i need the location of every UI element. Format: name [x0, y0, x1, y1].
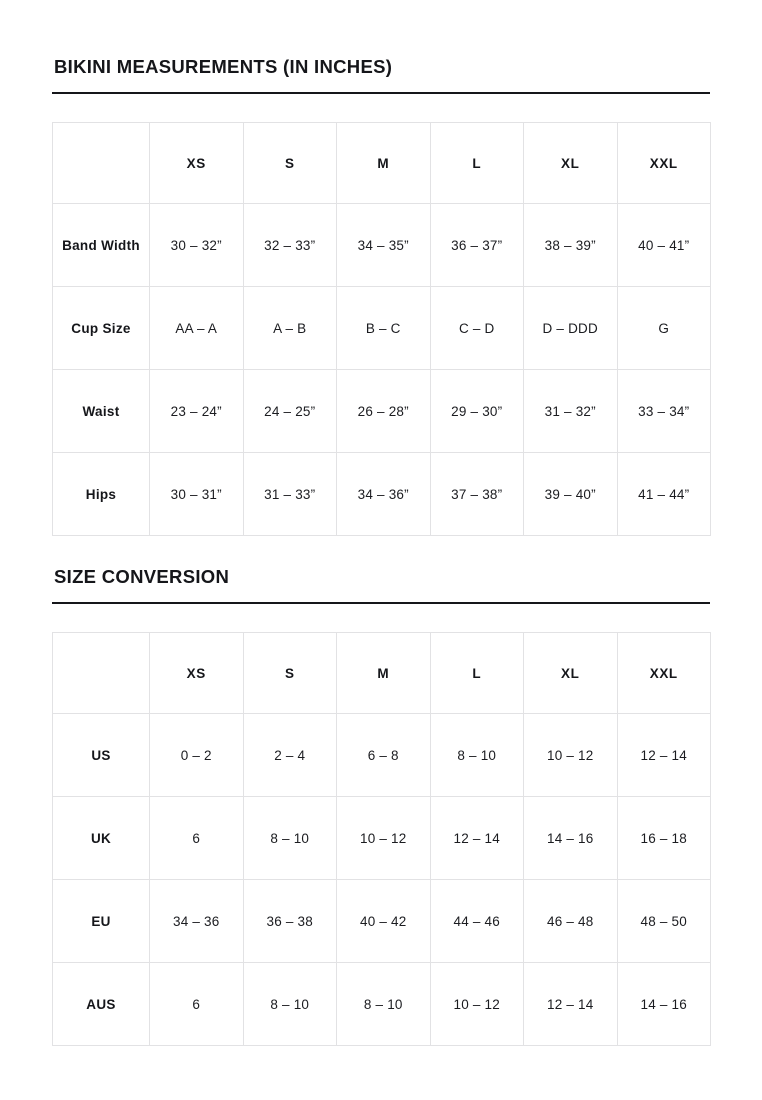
cell-us-m: 6 – 8 — [337, 714, 431, 797]
row-label-us: US — [53, 714, 150, 797]
column-header-s: S — [243, 633, 337, 714]
cell-waist-s: 24 – 25” — [243, 370, 337, 453]
cell-waist-xxl: 33 – 34” — [617, 370, 711, 453]
column-header-xs: XS — [150, 633, 244, 714]
cell-waist-xl: 31 – 32” — [524, 370, 618, 453]
cell-us-s: 2 – 4 — [243, 714, 337, 797]
cell-band-width-xs: 30 – 32” — [150, 204, 244, 287]
table-row — [53, 797, 711, 880]
column-header-xl: XL — [524, 633, 618, 714]
cell-hips-xs: 30 – 31” — [150, 453, 244, 536]
cell-hips-s: 31 – 33” — [243, 453, 337, 536]
table-body — [53, 714, 711, 1046]
cell-waist-xs: 23 – 24” — [150, 370, 244, 453]
title-divider-2 — [52, 602, 710, 604]
column-header-xxl: XXL — [617, 633, 711, 714]
table-row — [53, 204, 711, 287]
row-label-cup-size: Cup Size — [53, 287, 150, 370]
cell-hips-l: 37 – 38” — [430, 453, 524, 536]
cell-eu-xl: 46 – 48 — [524, 880, 618, 963]
table-row — [53, 370, 711, 453]
cell-aus-xs: 6 — [150, 963, 244, 1046]
cell-cup-size-xxl: G — [617, 287, 711, 370]
cell-cup-size-l: C – D — [430, 287, 524, 370]
cell-uk-xs: 6 — [150, 797, 244, 880]
cell-aus-l: 10 – 12 — [430, 963, 524, 1046]
column-header-l: L — [430, 123, 524, 204]
cell-aus-m: 8 – 10 — [337, 963, 431, 1046]
table-header-row — [53, 633, 711, 714]
column-header-l: L — [430, 633, 524, 714]
cell-cup-size-m: B – C — [337, 287, 431, 370]
cell-hips-xl: 39 – 40” — [524, 453, 618, 536]
table-row — [53, 880, 711, 963]
cell-cup-size-xl: D – DDD — [524, 287, 618, 370]
row-label-aus: AUS — [53, 963, 150, 1046]
table-row — [53, 963, 711, 1046]
column-header-m: M — [337, 123, 431, 204]
cell-eu-s: 36 – 38 — [243, 880, 337, 963]
row-label-waist: Waist — [53, 370, 150, 453]
cell-us-xs: 0 – 2 — [150, 714, 244, 797]
table-row — [53, 453, 711, 536]
section-bikini-measurements — [52, 56, 710, 536]
cell-cup-size-xs: AA – A — [150, 287, 244, 370]
cell-waist-l: 29 – 30” — [430, 370, 524, 453]
table-row — [53, 287, 711, 370]
cell-uk-xl: 14 – 16 — [524, 797, 618, 880]
table-header — [53, 633, 711, 714]
cell-band-width-xxl: 40 – 41” — [617, 204, 711, 287]
column-header-xs: XS — [150, 123, 244, 204]
cell-us-l: 8 – 10 — [430, 714, 524, 797]
cell-waist-m: 26 – 28” — [337, 370, 431, 453]
cell-us-xxl: 12 – 14 — [617, 714, 711, 797]
cell-aus-s: 8 – 10 — [243, 963, 337, 1046]
cell-uk-s: 8 – 10 — [243, 797, 337, 880]
cell-uk-l: 12 – 14 — [430, 797, 524, 880]
cell-uk-xxl: 16 – 18 — [617, 797, 711, 880]
column-header-xl: XL — [524, 123, 618, 204]
size-conversion-table — [52, 632, 711, 1046]
title-divider — [52, 92, 710, 94]
cell-hips-xxl: 41 – 44” — [617, 453, 711, 536]
cell-eu-xxl: 48 – 50 — [617, 880, 711, 963]
row-label-eu: EU — [53, 880, 150, 963]
cell-hips-m: 34 – 36” — [337, 453, 431, 536]
table-header-row — [53, 123, 711, 204]
cell-band-width-xl: 38 – 39” — [524, 204, 618, 287]
cell-band-width-l: 36 – 37” — [430, 204, 524, 287]
cell-cup-size-s: A – B — [243, 287, 337, 370]
table-body — [53, 204, 711, 536]
cell-band-width-m: 34 – 35” — [337, 204, 431, 287]
row-label-hips: Hips — [53, 453, 150, 536]
row-label-band-width: Band Width — [53, 204, 150, 287]
cell-eu-m: 40 – 42 — [337, 880, 431, 963]
cell-aus-xxl: 14 – 16 — [617, 963, 711, 1046]
cell-eu-xs: 34 – 36 — [150, 880, 244, 963]
page-title: BIKINI MEASUREMENTS (IN INCHES) — [54, 56, 393, 77]
column-header-m: M — [337, 633, 431, 714]
cell-aus-xl: 12 – 14 — [524, 963, 618, 1046]
cell-uk-m: 10 – 12 — [337, 797, 431, 880]
table-row — [53, 714, 711, 797]
cell-band-width-s: 32 – 33” — [243, 204, 337, 287]
column-header-xxl: XXL — [617, 123, 711, 204]
cell-eu-l: 44 – 46 — [430, 880, 524, 963]
section-title-size-conversion: SIZE CONVERSION — [54, 566, 230, 588]
bikini-measurements-table — [52, 122, 711, 536]
section-size-conversion — [52, 566, 710, 1046]
row-label-uk: UK — [53, 797, 150, 880]
cell-us-xl: 10 – 12 — [524, 714, 618, 797]
table-corner-cell — [53, 123, 150, 204]
column-header-s: S — [243, 123, 337, 204]
table-header — [53, 123, 711, 204]
table-corner-cell — [53, 633, 150, 714]
